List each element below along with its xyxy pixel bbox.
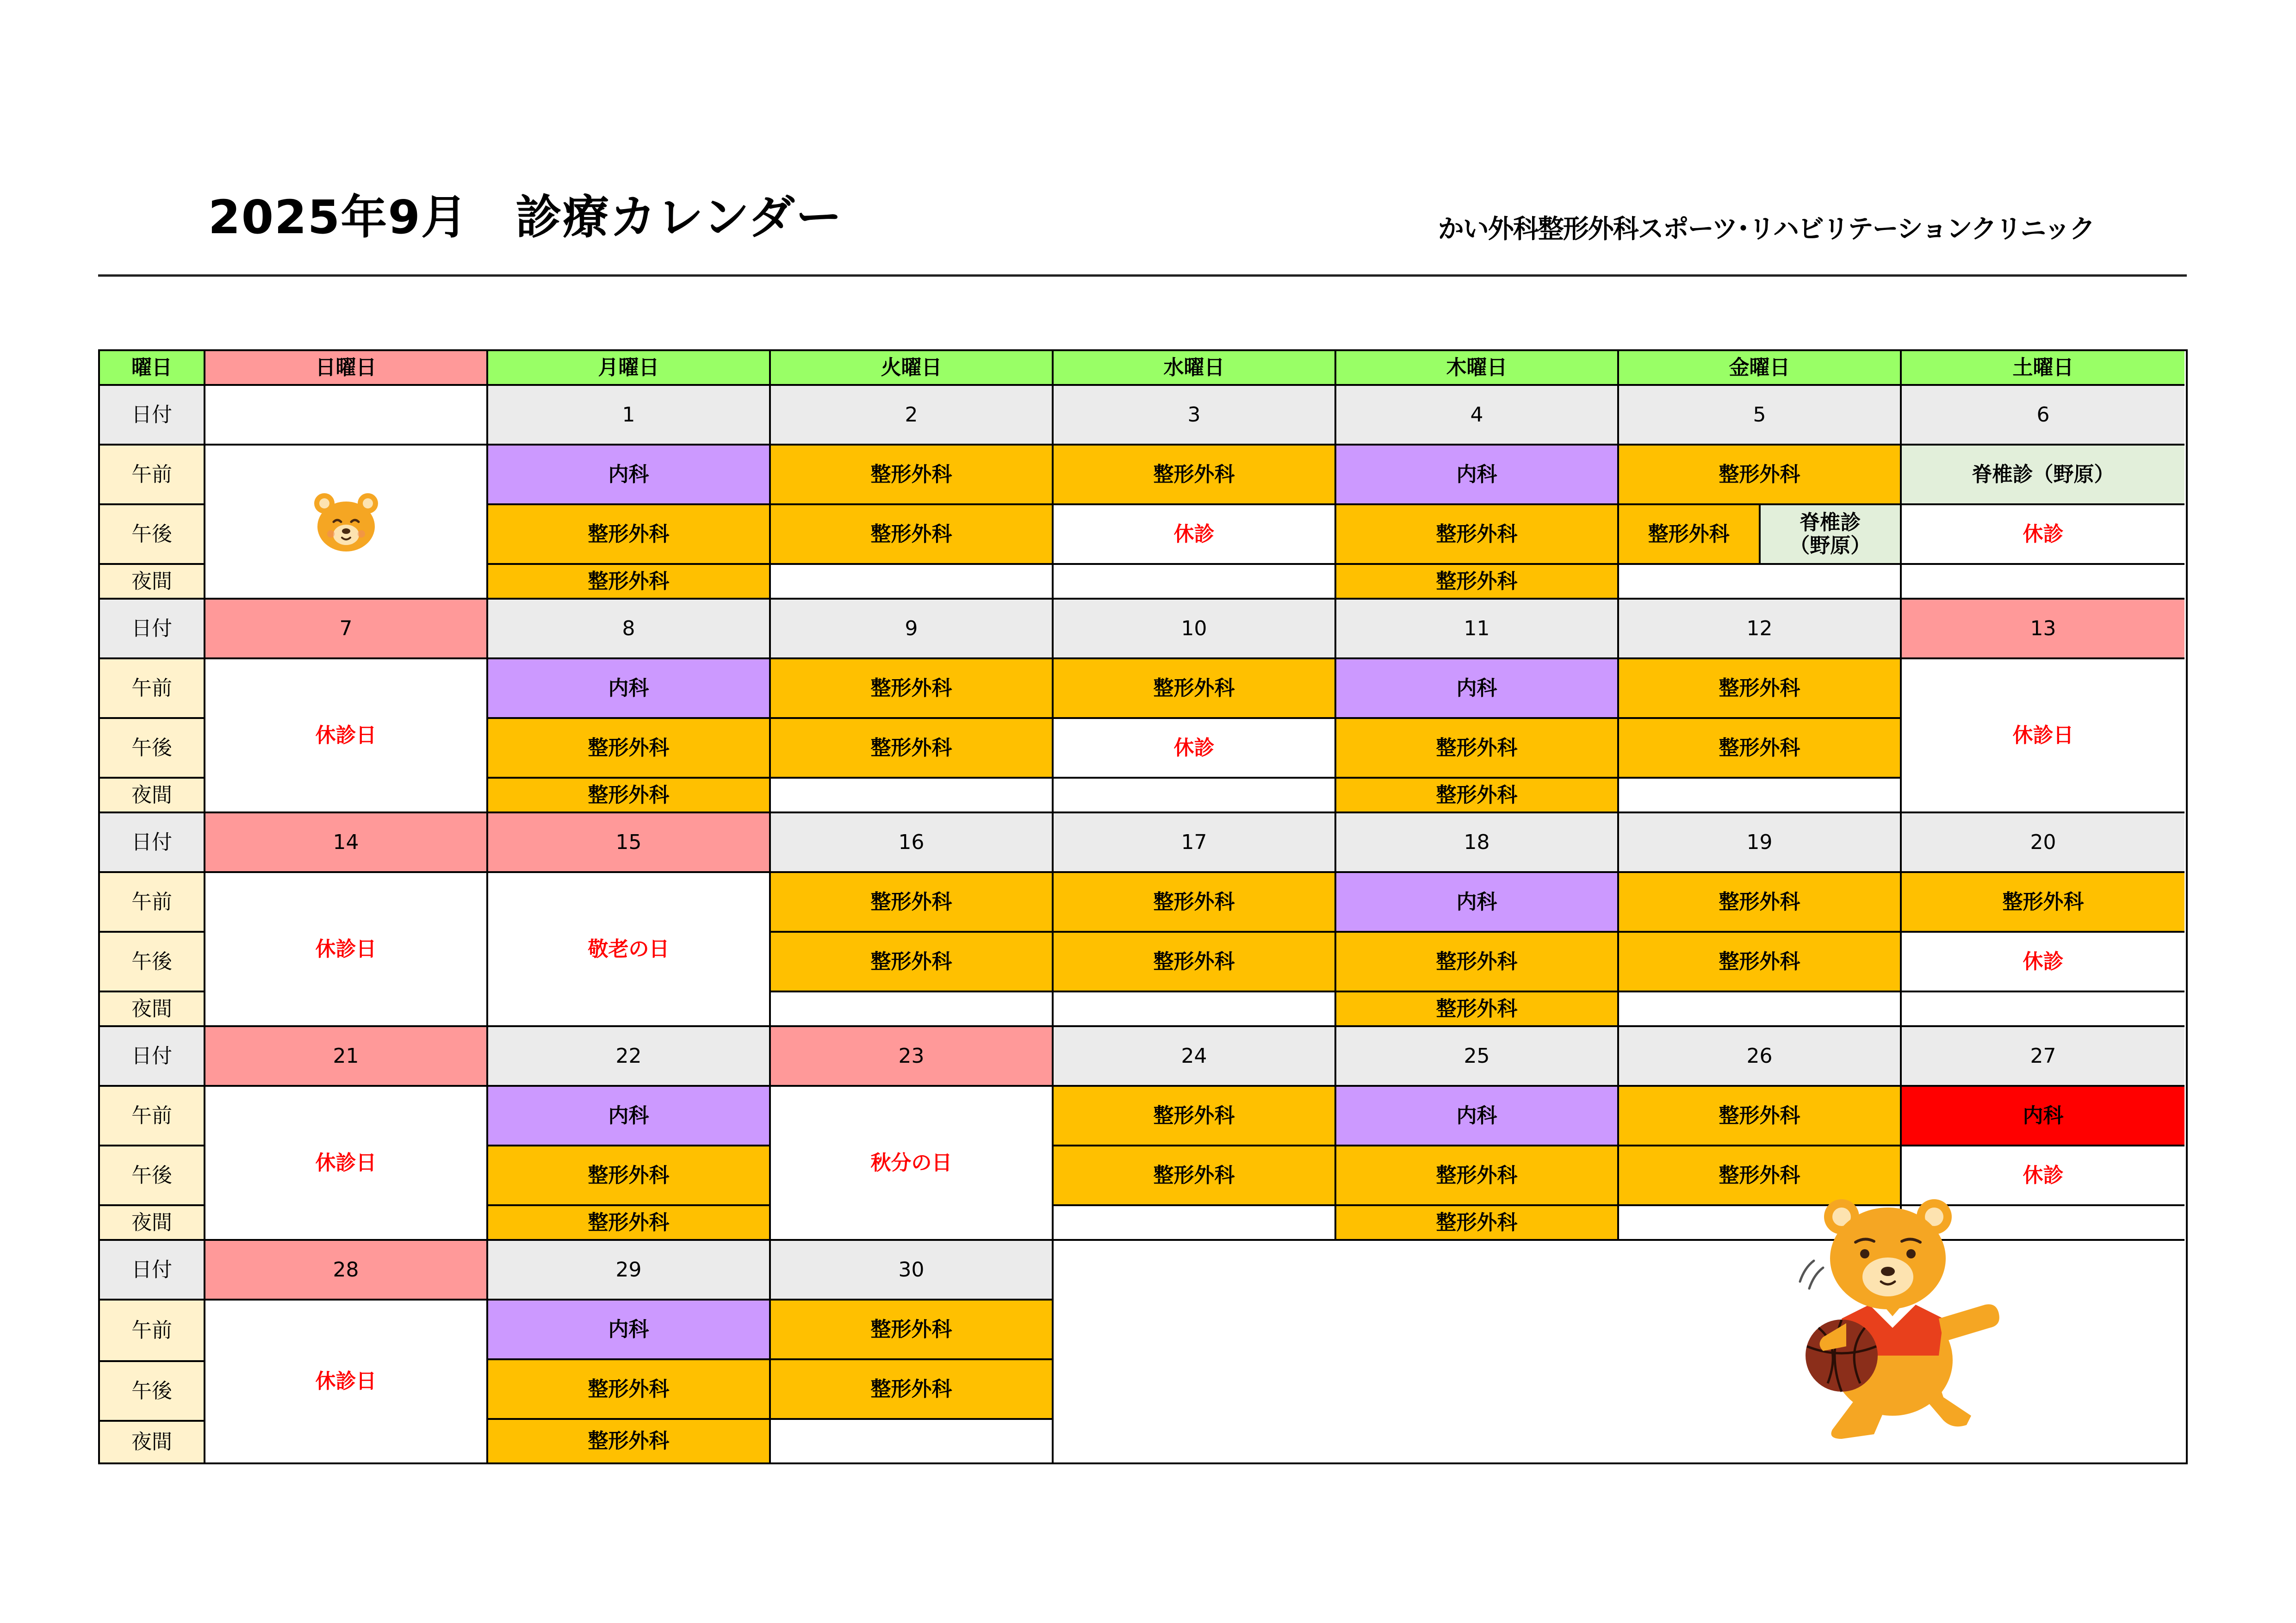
night-label: 夜間 <box>100 1206 205 1241</box>
date-label: 日付 <box>100 600 205 659</box>
slot-naika: 内科 <box>1336 873 1619 933</box>
date-cell: 7 <box>205 600 488 659</box>
slot-closed: 休診 <box>1902 1146 2184 1206</box>
slot-seikei: 整形外科 <box>1619 719 1902 779</box>
slot-empty <box>771 1420 1054 1462</box>
slot-sekitsui: 脊椎診 （野原） <box>1761 505 1900 563</box>
date-cell: 24 <box>1054 1027 1336 1087</box>
date-cell: 6 <box>1902 386 2184 446</box>
slot-naika: 内科 <box>488 1301 771 1360</box>
weekday-thu: 木曜日 <box>1336 351 1619 386</box>
weekday-sat: 土曜日 <box>1902 351 2184 386</box>
slot-seikei: 整形外科 <box>771 446 1054 505</box>
date-label: 日付 <box>100 1241 205 1301</box>
weekday-tue: 火曜日 <box>771 351 1054 386</box>
date-cell: 22 <box>488 1027 771 1087</box>
slot-seikei: 整形外科 <box>1054 1146 1336 1206</box>
weekday-mon: 月曜日 <box>488 351 771 386</box>
slot-seikei: 整形外科 <box>771 719 1054 779</box>
slot-empty <box>771 992 1054 1027</box>
slot-seikei: 整形外科 <box>1619 659 1902 719</box>
date-cell: 2 <box>771 386 1054 446</box>
am-label: 午前 <box>100 1301 205 1360</box>
date-cell: 28 <box>205 1241 488 1301</box>
slot-seikei: 整形外科 <box>771 1301 1054 1360</box>
slot-seikei: 整形外科 <box>488 1420 771 1462</box>
sunday-mascot-cell <box>205 446 488 600</box>
date-cell: 21 <box>205 1027 488 1087</box>
am-label: 午前 <box>100 659 205 719</box>
slot-naika: 内科 <box>1336 1087 1619 1146</box>
bear-face-icon <box>311 489 381 554</box>
slot-holiday: 休診日 <box>205 1301 488 1462</box>
slot-seikei: 整形外科 <box>488 565 771 600</box>
slot-sekitsui: 脊椎診（野原） <box>1902 446 2184 505</box>
date-cell: 20 <box>1902 813 2184 873</box>
slot-seikei: 整形外科 <box>771 873 1054 933</box>
slot-seikei: 整形外科 <box>1336 565 1619 600</box>
slot-holiday: 休診日 <box>205 873 488 1027</box>
slot-split <box>1619 505 1902 565</box>
date-cell: 29 <box>488 1241 771 1301</box>
weekday-wed: 水曜日 <box>1054 351 1336 386</box>
date-label: 日付 <box>100 386 205 446</box>
slot-seikei: 整形外科 <box>1336 719 1619 779</box>
slot-empty <box>1054 565 1336 600</box>
date-label: 日付 <box>100 813 205 873</box>
date-cell-empty <box>205 386 488 446</box>
slot-seikei: 整形外科 <box>488 719 771 779</box>
slot-naika: 内科 <box>488 1087 771 1146</box>
blank-area <box>1054 1241 2184 1462</box>
date-cell: 16 <box>771 813 1054 873</box>
date-cell: 12 <box>1619 600 1902 659</box>
pm-label: 午後 <box>100 933 205 992</box>
slot-seikei: 整形外科 <box>771 505 1054 565</box>
pm-label: 午後 <box>100 1360 205 1420</box>
date-cell: 30 <box>771 1241 1054 1301</box>
slot-seikei: 整形外科 <box>1619 1087 1902 1146</box>
slot-closed: 休診 <box>1902 933 2184 992</box>
am-label: 午前 <box>100 1087 205 1146</box>
slot-seikei: 整形外科 <box>1619 505 1761 563</box>
night-label: 夜間 <box>100 779 205 813</box>
slot-naika: 内科 <box>1336 446 1619 505</box>
weekday-sun: 日曜日 <box>205 351 488 386</box>
pm-label: 午後 <box>100 505 205 565</box>
date-cell: 11 <box>1336 600 1619 659</box>
pm-label: 午後 <box>100 719 205 779</box>
slot-seikei: 整形外科 <box>488 1360 771 1420</box>
slot-empty <box>1902 565 2184 600</box>
slot-seikei: 整形外科 <box>1054 873 1336 933</box>
bear-basketball-icon <box>1791 1189 2008 1453</box>
date-label: 日付 <box>100 1027 205 1087</box>
date-cell: 1 <box>488 386 771 446</box>
slot-closed: 休診 <box>1054 719 1336 779</box>
slot-naika-special: 内科 <box>1902 1087 2184 1146</box>
slot-national-holiday: 秋分の日 <box>771 1087 1054 1241</box>
date-cell: 19 <box>1619 813 1902 873</box>
pm-label: 午後 <box>100 1146 205 1206</box>
date-cell: 8 <box>488 600 771 659</box>
slot-empty <box>771 779 1054 813</box>
date-cell: 5 <box>1619 386 1902 446</box>
page-title: 2025年9月 診療カレンダー <box>208 190 843 244</box>
slot-naika: 内科 <box>1336 659 1619 719</box>
date-cell: 13 <box>1902 600 2184 659</box>
slot-empty <box>1054 992 1336 1027</box>
slot-seikei: 整形外科 <box>1336 505 1619 565</box>
slot-seikei: 整形外科 <box>1336 1206 1619 1241</box>
slot-holiday: 休診日 <box>205 1087 488 1241</box>
date-cell: 14 <box>205 813 488 873</box>
slot-seikei: 整形外科 <box>1336 933 1619 992</box>
weekday-header-label: 曜日 <box>100 351 205 386</box>
weekday-fri: 金曜日 <box>1619 351 1902 386</box>
date-cell: 18 <box>1336 813 1619 873</box>
am-label: 午前 <box>100 446 205 505</box>
slot-seikei: 整形外科 <box>1054 659 1336 719</box>
slot-closed: 休診 <box>1054 505 1336 565</box>
slot-seikei: 整形外科 <box>1336 1146 1619 1206</box>
slot-seikei: 整形外科 <box>1619 1146 1902 1206</box>
slot-seikei: 整形外科 <box>1902 873 2184 933</box>
slot-naika: 内科 <box>488 659 771 719</box>
slot-holiday: 休診日 <box>1902 659 2184 813</box>
slot-empty <box>1054 779 1336 813</box>
slot-national-holiday: 敬老の日 <box>488 873 771 1027</box>
slot-empty <box>1619 565 1902 600</box>
slot-seikei: 整形外科 <box>771 1360 1054 1420</box>
night-label: 夜間 <box>100 565 205 600</box>
slot-empty <box>771 565 1054 600</box>
slot-seikei: 整形外科 <box>771 659 1054 719</box>
date-cell: 27 <box>1902 1027 2184 1087</box>
clinic-name: かい外科整形外科スポーツ･リハビリテーションクリニック <box>1438 214 2094 244</box>
title-divider <box>98 274 2187 277</box>
slot-holiday: 休診日 <box>205 659 488 813</box>
slot-seikei: 整形外科 <box>488 505 771 565</box>
slot-seikei: 整形外科 <box>1054 1087 1336 1146</box>
night-label: 夜間 <box>100 1420 205 1462</box>
slot-empty <box>1902 992 2184 1027</box>
date-cell: 17 <box>1054 813 1336 873</box>
date-cell: 23 <box>771 1027 1054 1087</box>
slot-closed: 休診 <box>1902 505 2184 565</box>
slot-seikei: 整形外科 <box>1054 933 1336 992</box>
slot-seikei: 整形外科 <box>1336 779 1619 813</box>
slot-empty <box>1619 779 1902 813</box>
date-cell: 26 <box>1619 1027 1902 1087</box>
slot-seikei: 整形外科 <box>771 933 1054 992</box>
slot-seikei: 整形外科 <box>488 1206 771 1241</box>
slot-empty <box>1054 1206 1336 1241</box>
date-cell: 15 <box>488 813 771 873</box>
date-cell: 25 <box>1336 1027 1619 1087</box>
am-label: 午前 <box>100 873 205 933</box>
slot-seikei: 整形外科 <box>1619 446 1902 505</box>
slot-seikei: 整形外科 <box>488 779 771 813</box>
slot-seikei: 整形外科 <box>1619 873 1902 933</box>
slot-naika: 内科 <box>488 446 771 505</box>
date-cell: 4 <box>1336 386 1619 446</box>
date-cell: 3 <box>1054 386 1336 446</box>
slot-seikei: 整形外科 <box>1054 446 1336 505</box>
date-cell: 10 <box>1054 600 1336 659</box>
night-label: 夜間 <box>100 992 205 1027</box>
date-cell: 9 <box>771 600 1054 659</box>
slot-empty <box>1619 992 1902 1027</box>
slot-seikei: 整形外科 <box>1336 992 1619 1027</box>
slot-seikei: 整形外科 <box>1619 933 1902 992</box>
slot-seikei: 整形外科 <box>488 1146 771 1206</box>
